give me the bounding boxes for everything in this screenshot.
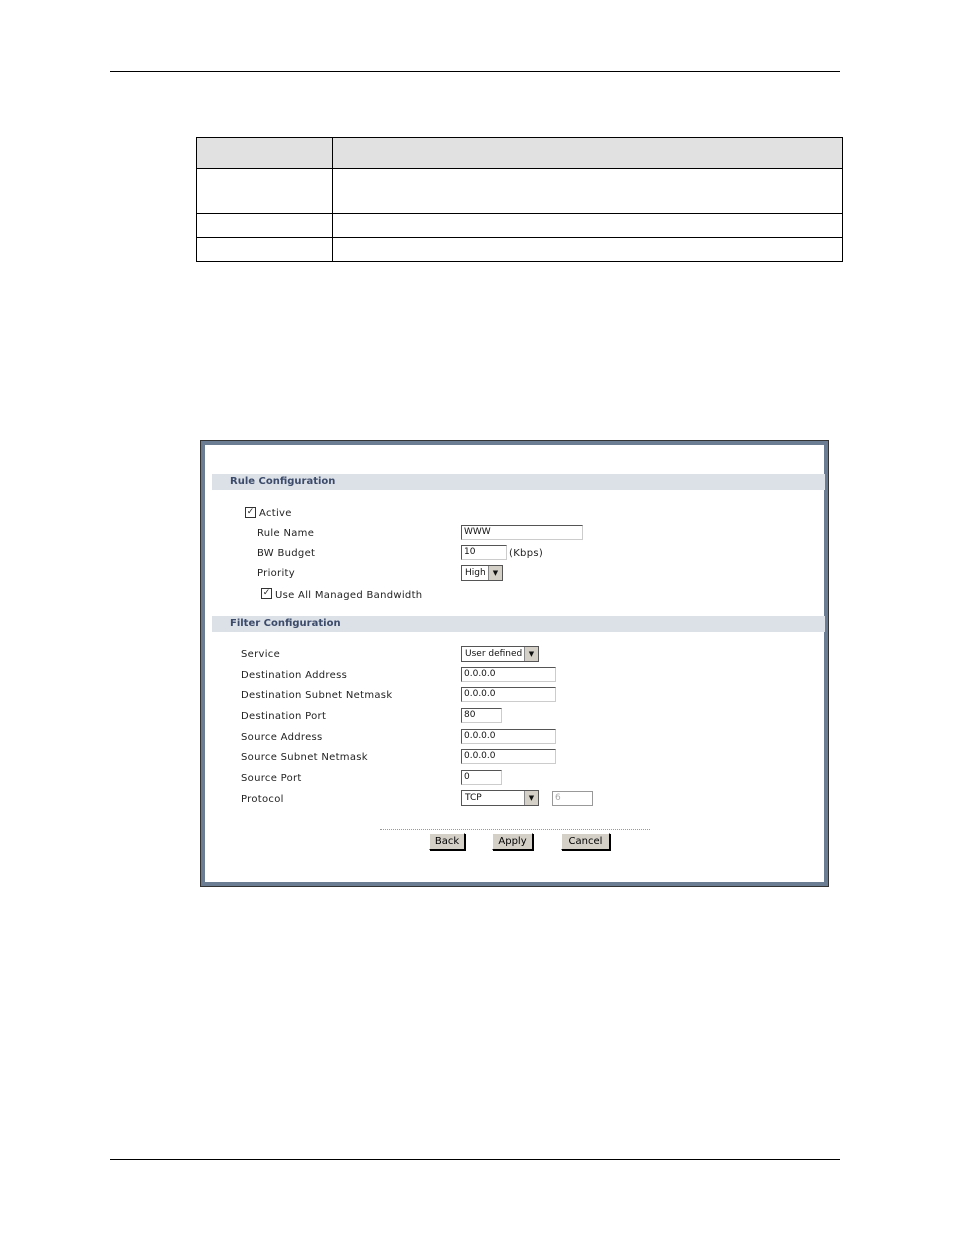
service-select[interactable] [461,646,539,662]
protocol-label: Protocol [241,794,284,805]
priority-select[interactable] [461,565,503,581]
bw-unit-label: (Kbps) [509,548,544,559]
rule-edit-panel [205,445,824,882]
table-cell [333,138,843,169]
table-cell [333,214,843,238]
source-netmask-input[interactable]: 0.0.0.0 [461,749,556,764]
source-address-input[interactable]: 0.0.0.0 [461,729,556,744]
table-row [197,238,843,262]
section-title: Filter Configuration [230,618,341,629]
table-header-row [197,138,843,169]
destination-address-input[interactable]: 0.0.0.0 [461,667,556,682]
destination-address-label: Destination Address [241,670,348,681]
priority-label: Priority [257,568,295,579]
active-label: Active [259,508,292,519]
service-label: Service [241,649,281,660]
destination-netmask-label: Destination Subnet Netmask [241,690,393,701]
protocol-select[interactable] [461,790,539,806]
table-cell [197,169,333,214]
source-netmask-label: Source Subnet Netmask [241,752,368,763]
active-checkbox[interactable] [245,507,256,518]
check-icon: ✓ [262,588,271,598]
protocol-selected-value: TCP [465,793,482,803]
destination-netmask-input[interactable]: 0.0.0.0 [461,687,556,702]
table-row [197,214,843,238]
table-cell [333,169,843,214]
rule-config-section-header [212,474,825,490]
table-cell [197,238,333,262]
table-cell [197,138,333,169]
table-row [197,169,843,214]
description-table [196,137,843,262]
use-all-bandwidth-label: Use All Managed Bandwidth [275,590,423,601]
check-icon: ✓ [246,507,255,517]
bw-budget-label: BW Budget [257,548,316,559]
source-port-input[interactable]: 0 [461,770,502,785]
button-divider [380,829,650,830]
apply-button[interactable]: Apply [492,833,533,850]
back-button[interactable]: Back [429,833,465,850]
protocol-number-input[interactable]: 6 [552,791,593,806]
header-rule [110,71,840,72]
source-address-label: Source Address [241,732,323,743]
section-title: Rule Configuration [230,476,336,487]
priority-selected-value: High [465,568,486,578]
chevron-down-icon: ▼ [524,791,538,805]
rule-name-input[interactable]: WWW [461,525,583,540]
chevron-down-icon: ▼ [524,647,538,661]
table-cell [333,238,843,262]
filter-config-section-header [212,616,825,632]
footer-rule [110,1159,840,1160]
chevron-down-icon: ▼ [488,566,502,580]
screenshot-frame [200,440,829,887]
cancel-button[interactable]: Cancel [561,833,610,850]
bw-budget-input[interactable]: 10 [461,545,507,560]
destination-port-label: Destination Port [241,711,327,722]
destination-port-input[interactable]: 80 [461,708,502,723]
service-selected-value: User defined [465,649,523,659]
rule-name-label: Rule Name [257,528,315,539]
source-port-label: Source Port [241,773,302,784]
use-all-bandwidth-checkbox[interactable] [261,588,272,599]
table-cell [197,214,333,238]
